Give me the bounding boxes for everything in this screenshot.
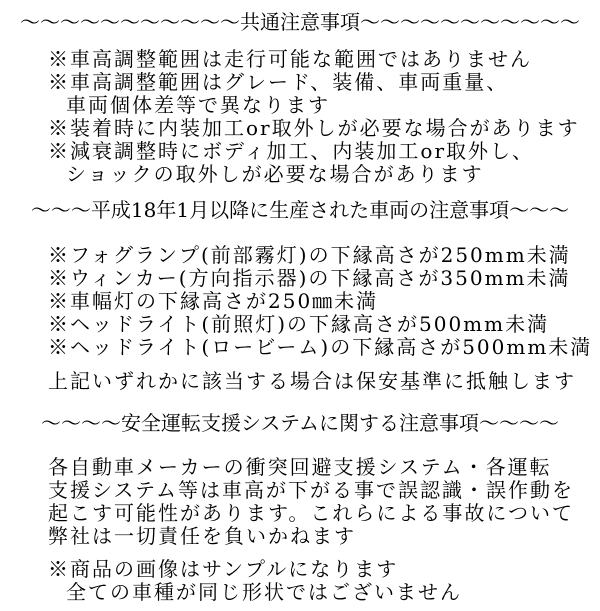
notice-line: ※装着時に内装加工or取外しが必要な場合があります [48, 116, 580, 140]
common-section [0, 48, 600, 186]
notice-line: 起こす可能性があります。これらによる事故について [48, 501, 574, 525]
notice-line: ※ヘッドライト(ロービーム)の下縁高さが500mm未満 [48, 335, 593, 359]
h18-section-heading: ～～～平成18年1月以降に生産された車両の注意事項～～～ [30, 198, 570, 222]
notice-line: 全ての車種が同じ形状ではございません [66, 580, 462, 604]
h18-section [0, 244, 600, 359]
h18-summary-line: 上記いずれかに該当する場合は保安基準に抵触します [48, 369, 576, 393]
notice-line: ※ウィンカー(方向指示器)の下縁高さが350mm未満 [48, 266, 571, 290]
notice-line: ※減衰調整時にボディ加工、内装加工or取外し、 [48, 139, 535, 163]
notice-line: 車両個体差等で異なります [66, 93, 330, 117]
notice-line: 弊社は一切責任を負いかねます [48, 524, 356, 548]
sample-note-section [0, 558, 600, 604]
notice-line: ※商品の画像はサンプルになります [48, 557, 399, 581]
notice-line: 各自動車メーカーの衝突回避支援システム・各運転 [48, 455, 552, 479]
notice-line: ※車高調整範囲は走行可能な範囲ではありません [48, 47, 532, 71]
notice-line: ※車幅灯の下縁高さが250㎜未満 [48, 289, 379, 313]
notice-line: ※フォグランプ(前部霧灯)の下縁高さが250mm未満 [48, 243, 571, 267]
safety-section-heading: ～～～～安全運転支援システムに関する注意事項～～～～ [41, 411, 559, 435]
common-section-heading: ～～～～～～～～～～～共通注意事項～～～～～～～～～～～ [20, 10, 580, 34]
notice-line: ショックの取外しが必要な場合があります [66, 162, 484, 186]
notice-line: ※車高調整範囲はグレード、装備、車両重量、 [48, 70, 509, 94]
notice-line: ※ヘッドライト(前照灯)の下縁高さが500mm未満 [48, 312, 550, 336]
notice-document [0, 11, 600, 611]
notice-line: 支援システム等は車高が下がる事で誤認識・誤作動を [48, 478, 574, 502]
safety-section [0, 456, 600, 548]
